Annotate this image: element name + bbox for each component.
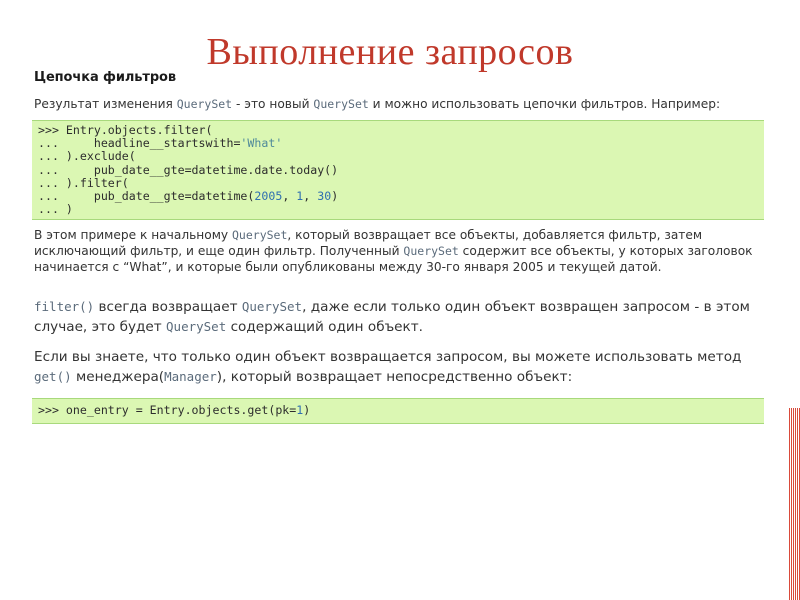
filter-note-code-2: QuerySet xyxy=(241,299,303,315)
get-note-code-2: Manager xyxy=(164,369,217,385)
get-note-text-2: менеджера( xyxy=(71,369,165,386)
code-number-year: 2005 xyxy=(254,188,283,203)
document-content xyxy=(32,70,764,424)
intro-code-1: QuerySet xyxy=(176,97,233,111)
filter-note-text-1: всегда возвращает xyxy=(94,299,242,316)
code-line-6 xyxy=(38,190,758,203)
intro-text-1: Результат изменения xyxy=(34,97,177,111)
code-string-what: 'What' xyxy=(240,136,283,151)
explain-text-1: В этом примере к начальному xyxy=(34,228,232,243)
code-line-4: ... pub_date__gte=datetime.date.today() xyxy=(38,162,339,177)
code-get-number: 1 xyxy=(296,403,304,418)
code-line-2 xyxy=(38,137,758,150)
code-line-6-end: ) xyxy=(331,188,339,203)
filter-note-code-3: QuerySet xyxy=(166,319,227,335)
get-note-paragraph xyxy=(34,347,764,387)
explanation-paragraph xyxy=(34,227,764,275)
intro-text-3: и можно использовать цепочки фильтров. Например: xyxy=(368,97,721,111)
filter-note-text-2: , даже если только один объект возвращен запросом - в этом случае, это будет xyxy=(34,299,750,336)
get-note-text-1: Если вы знаете, что только один объект возвращается запросом, вы можете использовать метод xyxy=(34,349,742,366)
explain-text-3: содержит все объекты, у которых заголовок начинается с “What”, и которые были опубликованы между 30-го января 2005 и текущей датой. xyxy=(34,244,753,275)
code-block-filter-chain xyxy=(32,120,764,220)
code-number-day: 30 xyxy=(317,188,332,203)
code-block-get xyxy=(32,398,764,423)
code-line-5: ... ).filter( xyxy=(38,175,129,190)
intro-paragraph xyxy=(34,96,764,112)
code-line-7: ... ) xyxy=(38,202,73,217)
explain-code-1: QuerySet xyxy=(232,228,288,243)
code-number-month: 1 xyxy=(296,188,304,203)
slide-title: Выполнение запросов xyxy=(206,31,574,73)
code-get-end: ) xyxy=(303,403,311,418)
get-note-text-3: ), который возвращает непосредственно объект: xyxy=(216,369,573,386)
intro-code-2: QuerySet xyxy=(313,97,369,111)
section-heading: Цепочка фильтров xyxy=(34,70,176,85)
code-get-text: >>> one_entry = Entry.objects.get(pk= xyxy=(38,403,297,418)
code-sep-1: , xyxy=(282,188,297,203)
filter-note-text-3: содержащий один объект. xyxy=(226,319,424,336)
get-note-code-1: get() xyxy=(34,369,72,385)
explain-code-2: QuerySet xyxy=(403,244,459,259)
code-sep-2: , xyxy=(303,188,318,203)
code-line-2-text: ... headline__startswith= xyxy=(38,136,241,151)
explain-text-2: , который возвращает все объекты, добавляется фильтр, затем исключающий фильтр, и еще один фильтр. Полученный xyxy=(34,228,703,259)
code-line-1: >>> Entry.objects.filter( xyxy=(38,123,213,137)
filter-note-paragraph xyxy=(34,297,764,337)
decorative-right-border xyxy=(788,408,800,600)
intro-text-2: - это новый xyxy=(232,97,314,111)
code-line-6-text: ... pub_date__gte=datetime( xyxy=(38,188,255,203)
filter-note-code-1: filter() xyxy=(34,299,95,315)
code-line-3: ... ).exclude( xyxy=(38,149,136,164)
